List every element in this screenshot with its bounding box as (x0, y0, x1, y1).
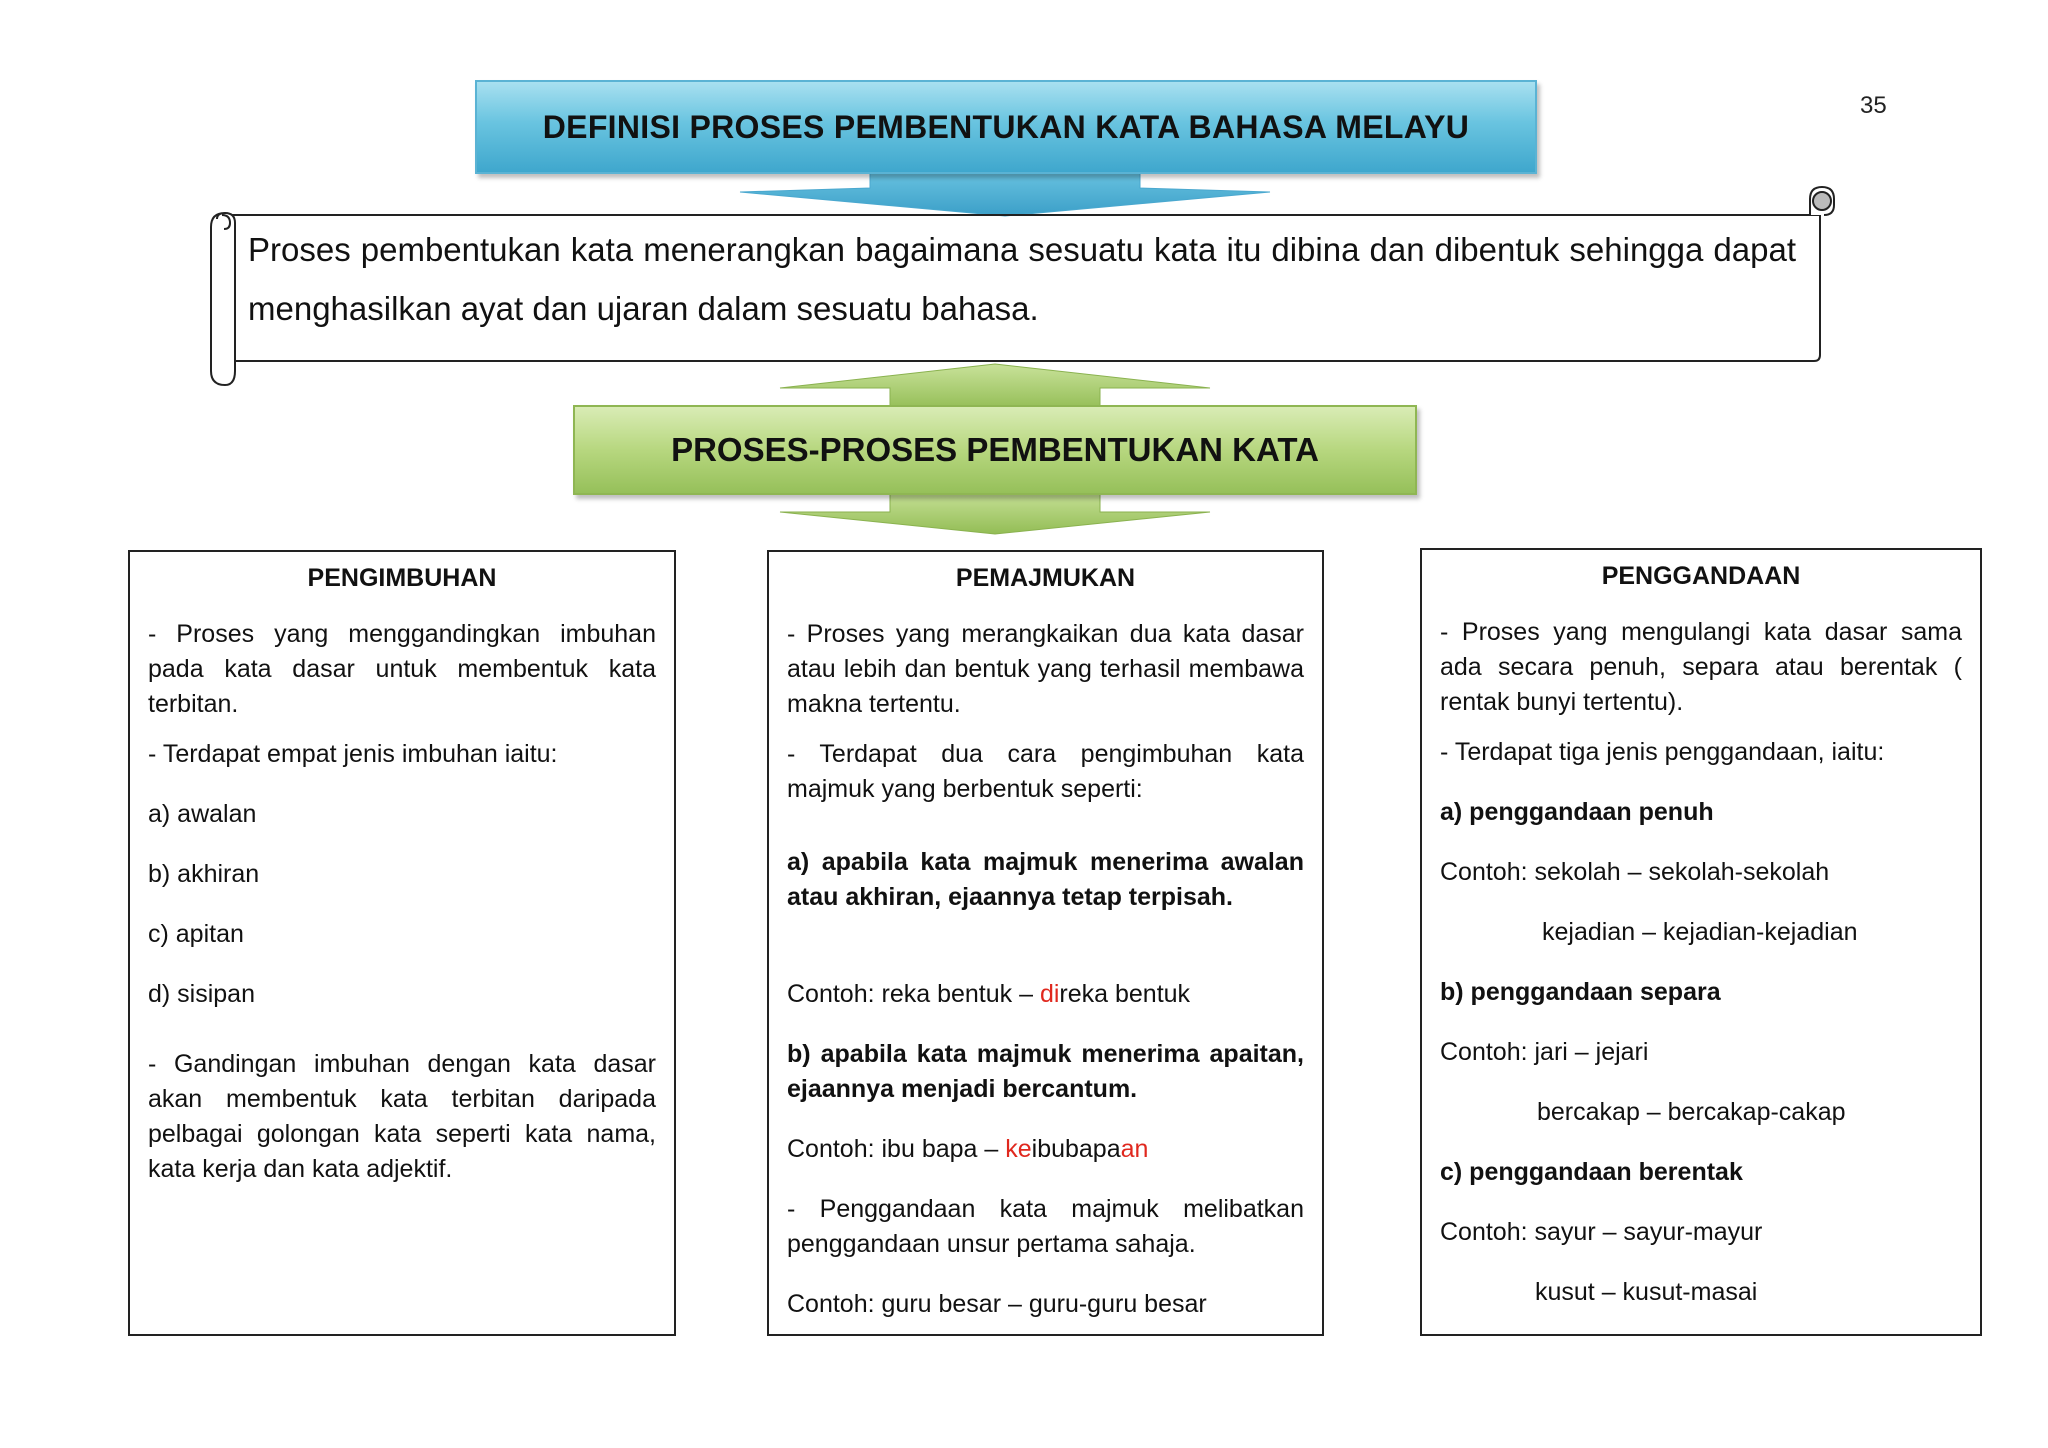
pemajmukan-box (767, 550, 1324, 1336)
penggandaan-box (1420, 548, 1982, 1336)
pemajmukan-rule-a: a) apabila kata majmuk menerima awalan atau akhiran, ejaannya tetap terpisah. (787, 848, 1304, 911)
pemajmukan-definition: - Proses yang merangkaikan dua kata dasar atau lebih dan bentuk yang terhasil membawa makna tertentu. (787, 620, 1304, 718)
pengimbuhan-box (128, 550, 676, 1336)
pemajmukan-rule-b: b) apabila kata majmuk menerima apaitan, ejaannya menjadi bercantum. (787, 1040, 1304, 1103)
page-title: DEFINISI PROSES PEMBENTUKAN KATA BAHASA MELAYU (542, 108, 1470, 145)
pemajmukan-note: - Penggandaan kata majmuk melibatkan penggandaan unsur pertama sahaja. (787, 1195, 1304, 1258)
example-text: Contoh: ibu bapa – (787, 1135, 1006, 1163)
page-number: 35 (1860, 92, 1887, 119)
definition-text: Proses pembentukan kata menerangkan bagaimana sesuatu kata itu dibina dan dibentuk sehingga dapat menghasilkan ayat dan ujaran dalam sesuatu bahasa. (248, 231, 1796, 327)
highlight-affix: an (1120, 1135, 1149, 1163)
penggandaan-example-a2: kejadian – kejadian-kejadian (1542, 918, 1858, 946)
penggandaan-example-c1: Contoh: sayur – sayur-mayur (1440, 1218, 1763, 1246)
list-item: b) akhiran (148, 860, 260, 888)
penggandaan-example-c2: kusut – kusut-masai (1535, 1278, 1758, 1306)
processes-title: PROSES-PROSES PEMBENTUKAN KATA (671, 431, 1319, 468)
list-item: a) awalan (148, 800, 257, 828)
pengimbuhan-definition: - Proses yang menggandingkan imbuhan pada kata dasar untuk membentuk kata terbitan. (148, 620, 656, 718)
penggandaan-definition: - Proses yang mengulangi kata dasar sama ada secara penuh, separa atau berentak ( rentak bunyi tertentu). (1440, 618, 1962, 716)
example-text: Contoh: reka bentuk – (787, 980, 1040, 1008)
pengimbuhan-types-intro: - Terdapat empat jenis imbuhan iaitu: (148, 740, 558, 768)
penggandaan-title: PENGGANDAAN (1601, 562, 1801, 590)
highlight-affix: di (1039, 980, 1060, 1008)
pemajmukan-title: PEMAJMUKAN (955, 564, 1136, 592)
penggandaan-type-a: a) penggandaan penuh (1440, 798, 1714, 826)
penggandaan-example-b2: bercakap – bercakap-cakap (1537, 1098, 1846, 1126)
example-text: reka bentuk (1059, 980, 1191, 1008)
pemajmukan-ways-intro: - Terdapat dua cara pengimbuhan kata majmuk yang berbentuk seperti: (787, 740, 1304, 803)
pemajmukan-example-b (787, 1132, 1304, 1167)
example-text: ibubapa (1031, 1135, 1121, 1163)
pemajmukan-example-c: Contoh: guru besar – guru-guru besar (787, 1290, 1207, 1318)
title-banner (475, 80, 1537, 174)
processes-banner (573, 405, 1417, 495)
highlight-affix: ke (1005, 1135, 1032, 1163)
penggandaan-type-b: b) penggandaan separa (1440, 978, 1721, 1006)
penggandaan-example-a1: Contoh: sekolah – sekolah-sekolah (1440, 858, 1830, 886)
pengimbuhan-note: - Gandingan imbuhan dengan kata dasar akan membentuk kata terbitan daripada pelbagai golongan kata seperti kata nama, kata kerja dan kata adjektif. (148, 1050, 656, 1183)
list-item: d) sisipan (148, 980, 255, 1008)
penggandaan-example-b1: Contoh: jari – jejari (1440, 1038, 1649, 1066)
penggandaan-type-c: c) penggandaan berentak (1440, 1158, 1743, 1186)
pengimbuhan-title: PENGIMBUHAN (307, 564, 497, 592)
list-item: c) apitan (148, 920, 244, 948)
pemajmukan-example-a (787, 977, 1304, 1012)
penggandaan-types-intro: - Terdapat tiga jenis penggandaan, iaitu: (1440, 738, 1885, 766)
